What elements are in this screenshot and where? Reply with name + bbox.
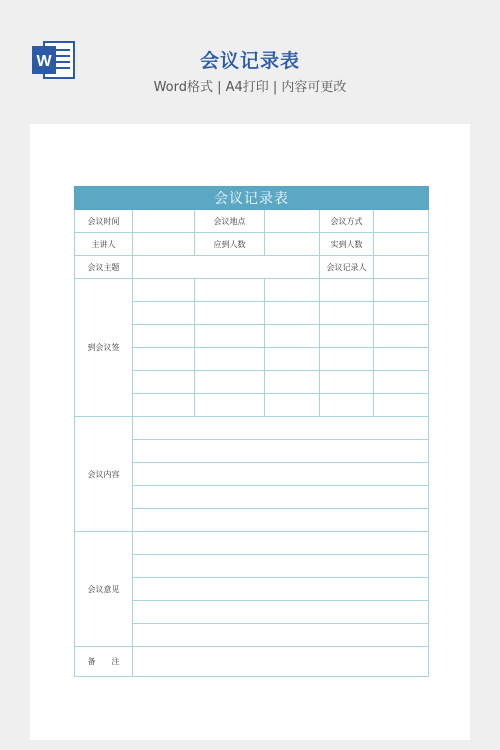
opinion-line[interactable] xyxy=(133,578,429,601)
attendance-cell[interactable] xyxy=(195,325,265,348)
opinion-line[interactable] xyxy=(133,532,429,555)
attendance-cell[interactable] xyxy=(265,371,320,394)
content-line[interactable] xyxy=(133,509,429,532)
attendance-cell[interactable] xyxy=(265,348,320,371)
speaker-label: 主讲人 xyxy=(75,233,133,256)
attendance-cell[interactable] xyxy=(374,302,429,325)
attendance-cell[interactable] xyxy=(195,371,265,394)
attendance-cell[interactable] xyxy=(195,279,265,302)
attendance-cell[interactable] xyxy=(265,302,320,325)
attendance-cell[interactable] xyxy=(374,325,429,348)
topic-field[interactable] xyxy=(133,256,320,279)
content-line[interactable] xyxy=(133,486,429,509)
recorder-label: 会议记录人 xyxy=(320,256,374,279)
attendance-cell[interactable] xyxy=(133,302,195,325)
attendance-cell[interactable] xyxy=(265,394,320,417)
attendance-cell[interactable] xyxy=(265,279,320,302)
opinion-line[interactable] xyxy=(133,555,429,578)
opinion-line[interactable] xyxy=(133,624,429,647)
attendance-cell[interactable] xyxy=(133,371,195,394)
speaker-field[interactable] xyxy=(133,233,195,256)
attendance-cell[interactable] xyxy=(374,348,429,371)
actual-count-field[interactable] xyxy=(374,233,429,256)
opinion-label: 会议意见 xyxy=(75,532,133,647)
page-title: 会议记录表 xyxy=(199,50,300,72)
recorder-field[interactable] xyxy=(374,256,429,279)
content-line[interactable] xyxy=(133,440,429,463)
attendance-cell[interactable] xyxy=(195,394,265,417)
attendance-cell[interactable] xyxy=(133,325,195,348)
opinion-line[interactable] xyxy=(133,601,429,624)
content-label: 会议内容 xyxy=(75,417,133,532)
attendance-cell[interactable] xyxy=(320,371,374,394)
meeting-time-field[interactable] xyxy=(133,210,195,233)
meeting-place-label: 会议地点 xyxy=(195,210,265,233)
attendance-cell[interactable] xyxy=(320,394,374,417)
meeting-place-field[interactable] xyxy=(265,210,320,233)
content-line[interactable] xyxy=(133,463,429,486)
meeting-method-field[interactable] xyxy=(374,210,429,233)
page-header xyxy=(0,0,500,110)
attendance-cell[interactable] xyxy=(374,394,429,417)
attendance-cell[interactable] xyxy=(133,279,195,302)
attendance-cell[interactable] xyxy=(133,394,195,417)
remark-field[interactable] xyxy=(133,647,429,677)
expected-count-label: 应到人数 xyxy=(195,233,265,256)
attendance-label: 到会议签 xyxy=(75,279,133,417)
attendance-cell[interactable] xyxy=(374,371,429,394)
page-subtitle: Word格式 | A4打印 | 内容可更改 xyxy=(153,80,347,95)
topic-label: 会议主题 xyxy=(75,256,133,279)
attendance-cell[interactable] xyxy=(374,279,429,302)
expected-count-field[interactable] xyxy=(265,233,320,256)
attendance-cell[interactable] xyxy=(320,325,374,348)
attendance-cell[interactable] xyxy=(320,348,374,371)
attendance-cell[interactable] xyxy=(133,348,195,371)
content-line[interactable] xyxy=(133,417,429,440)
meeting-record-form xyxy=(74,186,429,677)
remark-label: 备 注 xyxy=(75,647,133,677)
attendance-cell[interactable] xyxy=(195,302,265,325)
attendance-cell[interactable] xyxy=(320,302,374,325)
meeting-method-label: 会议方式 xyxy=(320,210,374,233)
svg-text:W: W xyxy=(36,53,52,70)
meeting-time-label: 会议时间 xyxy=(75,210,133,233)
actual-count-label: 实到人数 xyxy=(320,233,374,256)
attendance-cell[interactable] xyxy=(195,348,265,371)
attendance-cell[interactable] xyxy=(265,325,320,348)
attendance-cell[interactable] xyxy=(320,279,374,302)
form-title: 会议记录表 xyxy=(75,187,429,210)
